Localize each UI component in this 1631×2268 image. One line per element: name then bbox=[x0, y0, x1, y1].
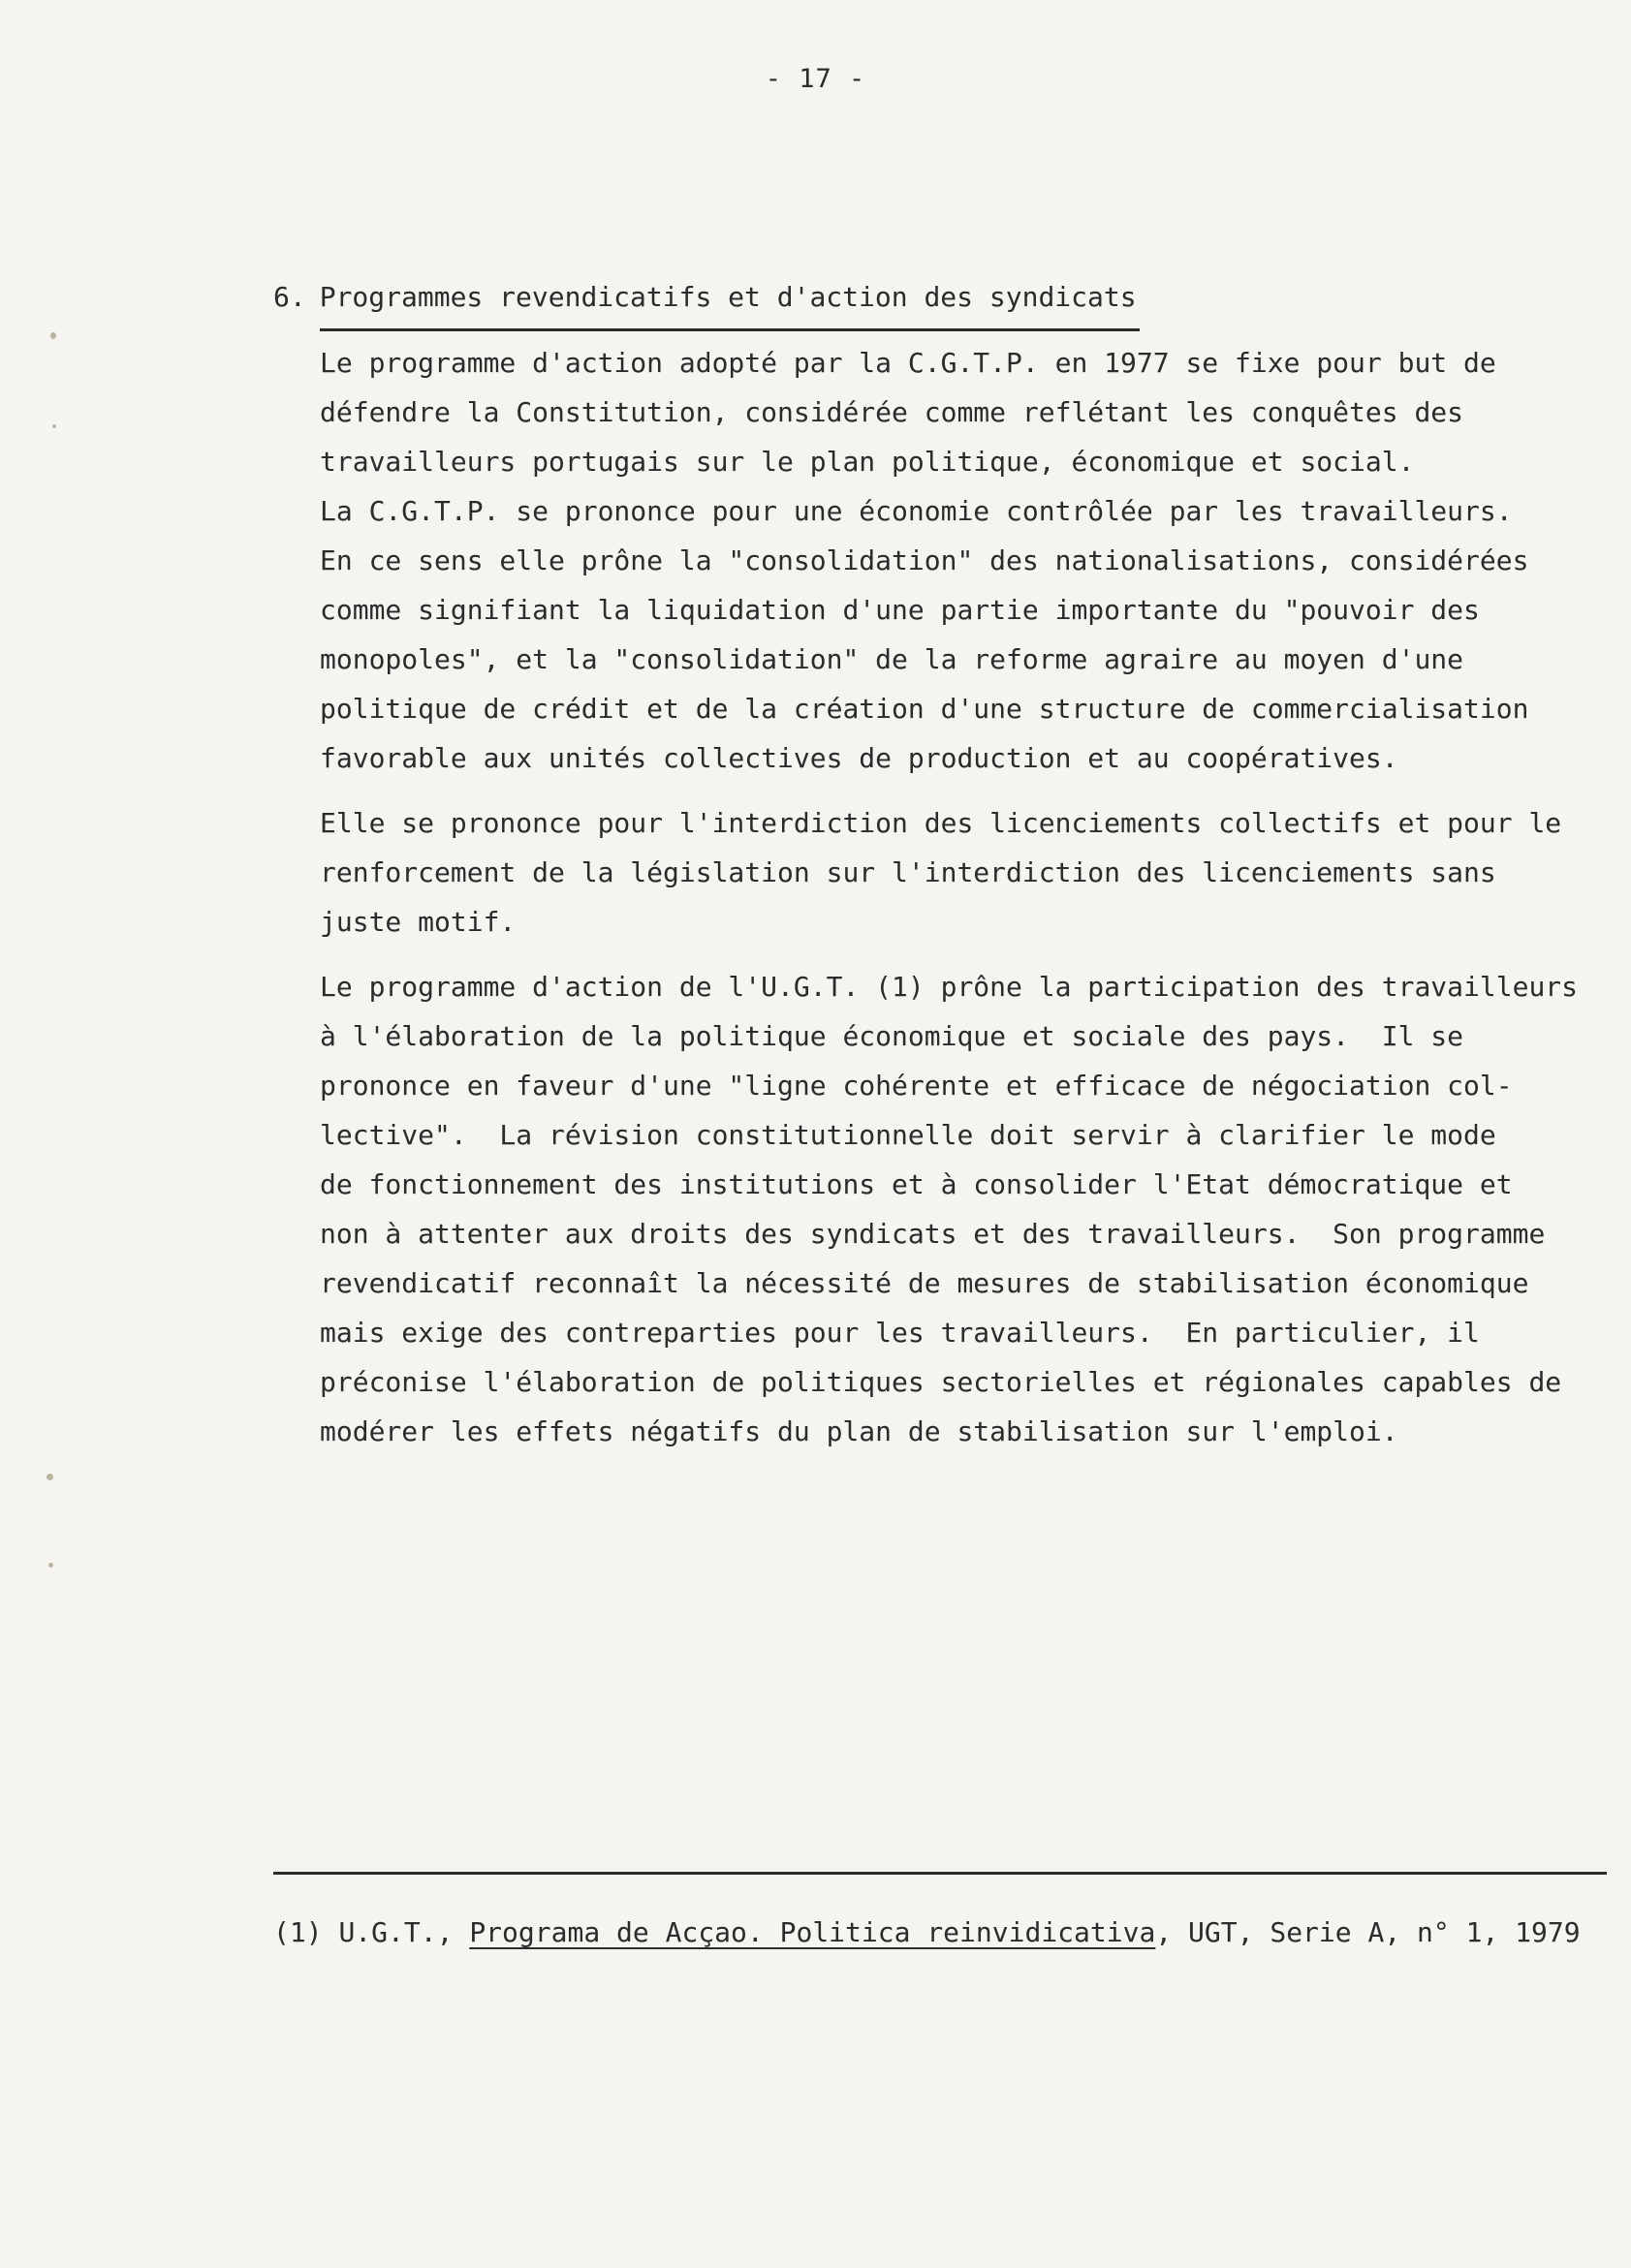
text-line: lective". La révision constitutionnelle doit servir à clarifier le mode bbox=[320, 1119, 1496, 1151]
paper-speck bbox=[48, 1563, 53, 1568]
paper-speck bbox=[50, 332, 56, 339]
text-line: favorable aux unités collectives de production et au coopératives. bbox=[320, 742, 1398, 774]
text-line: En ce sens elle prône la "consolidation" des nationalisations, considérées bbox=[320, 544, 1529, 576]
text-line: monopoles", et la "consolidation" de la reforme agraire au moyen d'une bbox=[320, 643, 1464, 675]
text-line: de fonctionnement des institutions et à consolider l'Etat démocratique et bbox=[320, 1168, 1513, 1200]
text-line: comme signifiant la liquidation d'une partie importante du "pouvoir des bbox=[320, 594, 1480, 626]
text-line: préconise l'élaboration de politiques sectorielles et régionales capables de bbox=[320, 1366, 1562, 1398]
body-text bbox=[320, 338, 1599, 1472]
paper-speck bbox=[47, 1474, 53, 1480]
footnote-suffix: , UGT, Serie A, n° 1, 1979 bbox=[1155, 1916, 1581, 1948]
text-line: prononce en faveur d'une "ligne cohérente et efficace de négociation col- bbox=[320, 1070, 1513, 1102]
footnote-prefix: U.G.T., bbox=[338, 1916, 454, 1948]
text-line: travailleurs portugais sur le plan politique, économique et social. bbox=[320, 446, 1415, 478]
text-line: Elle se prononce pour l'interdiction des licenciements collectifs et pour le bbox=[320, 807, 1562, 839]
section-number: 6. bbox=[273, 281, 306, 313]
text-line: juste motif. bbox=[320, 906, 517, 938]
text-line: modérer les effets négatifs du plan de stabilisation sur l'emploi. bbox=[320, 1415, 1398, 1447]
text-line: défendre la Constitution, considérée comme reflétant les conquêtes des bbox=[320, 396, 1464, 428]
heading-underline bbox=[320, 328, 1140, 331]
text-line: renforcement de la législation sur l'interdiction des licenciements sans bbox=[320, 856, 1496, 888]
page-number: - 17 - bbox=[765, 64, 866, 94]
section-heading bbox=[273, 278, 1137, 317]
paragraph-ugt-program bbox=[320, 962, 1599, 1456]
text-line: Le programme d'action adopté par la C.G.T.P. en 1977 se fixe pour but de bbox=[320, 347, 1496, 379]
section-title: Programmes revendicatifs et d'action des syndicats bbox=[319, 281, 1137, 313]
text-line: La C.G.T.P. se prononce pour une économie contrôlée par les travailleurs. bbox=[320, 495, 1513, 527]
text-line: non à attenter aux droits des syndicats et des travailleurs. Son programme bbox=[320, 1218, 1546, 1250]
text-line: revendicatif reconnaît la nécessité de mesures de stabilisation économique bbox=[320, 1267, 1529, 1299]
text-line: à l'élaboration de la politique économique et sociale des pays. Il se bbox=[320, 1020, 1464, 1052]
paragraph-layoffs bbox=[320, 798, 1599, 947]
paper-speck bbox=[52, 424, 56, 428]
footnote-marker: (1) bbox=[273, 1916, 323, 1948]
footnote-separator bbox=[273, 1872, 1607, 1875]
paragraph-cgtp-program bbox=[320, 338, 1599, 783]
footnote bbox=[273, 1913, 1581, 1952]
footnote-title: Programa de Acçao. Politica reinvidicativa bbox=[469, 1916, 1156, 1948]
text-line: mais exige des contreparties pour les travailleurs. En particulier, il bbox=[320, 1317, 1480, 1349]
text-line: Le programme d'action de l'U.G.T. (1) prône la participation des travailleurs bbox=[320, 971, 1579, 1003]
text-line: politique de crédit et de la création d'une structure de commercialisation bbox=[320, 693, 1529, 725]
